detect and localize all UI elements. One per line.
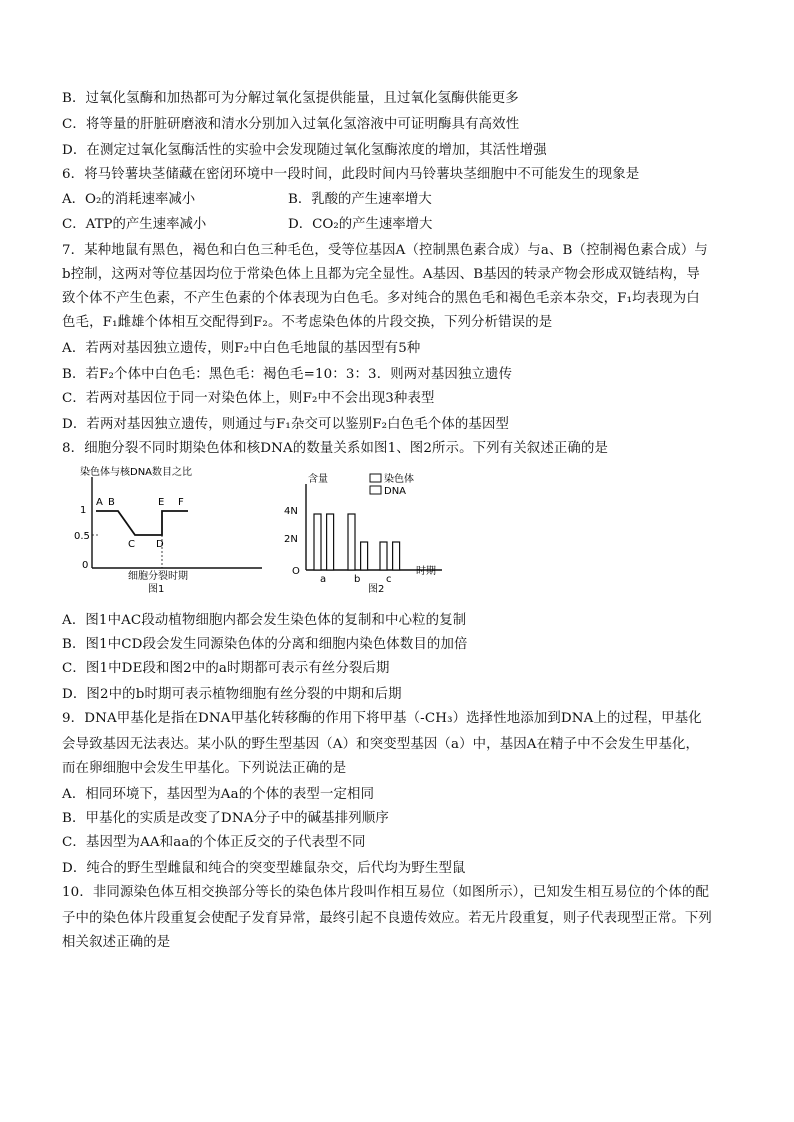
q7-stem-line4: 色毛，F₁雌雄个体相互交配得到F₂。不考虑染色体的片段交换，下列分析错误的是 [62,315,553,330]
q8-option-b: B．图1中CD段会发生同源染色体的分离和细胞内染色体数目的加倍 [62,637,468,652]
fig2-caption: 图2 [368,584,385,595]
q6-option-c: C．ATP的产生速率减小 [62,217,207,232]
q9-option-a: A．相同环境下，基因型为Aa的个体的表型一定相同 [62,787,375,802]
q7-option-c: C．若两对基因位于同一对染色体上，则F₂中不会出现3种表型 [62,391,435,406]
q7-option-b: B．若F₂个体中白色毛：黑色毛：褐色毛=10：3：3．则两对基因独立遗传 [62,367,513,382]
fig2-bar-b-chromosome [348,514,355,570]
q9-option-d: D．纯合的野生型雌鼠和纯合的突变型雄鼠杂交，后代均为野生型鼠 [62,861,466,876]
q5-option-c: C．将等量的肝脏研磨液和清水分别加入过氧化氢溶液中可证明酶具有高效性 [62,117,520,132]
fig1-point-a: A [96,497,103,508]
fig1-point-b: B [108,497,115,508]
fig2-origin: O [292,566,300,577]
q9-stem-line3: 而在卵细胞中会发生甲基化。下列说法正确的是 [62,761,347,776]
figure-2 [282,470,482,595]
fig2-bar-b-dna [361,542,368,570]
figure-2-chart [282,470,482,595]
q8-option-a: A．图1中AC段动植物细胞内都会发生染色体的复制和中心粒的复制 [62,613,467,628]
fig2-legend-dna: DNA [384,486,407,497]
q10-stem-line1: 10．非同源染色体互相交换部分等长的染色体片段叫作相互易位（如图所示），已知发生相互易位的个体的配 [62,885,710,900]
q9-stem-line2: 会导致基因无法表达。某小队的野生型基因（A）和突变型基因（a）中，基因A在精子中不会发生甲基化， [62,737,700,752]
fig2-tick-2n: 2N [284,534,298,545]
q8-stem: 8．细胞分裂不同时期染色体和核DNA的数量关系如图1、图2所示。下列有关叙述正确的是 [62,441,609,456]
q6-option-d: D．CO₂的产生速率增大 [288,217,433,232]
fig1-tick-0: 0 [82,560,89,571]
fig2-legend-chromosome: 染色体 [384,474,414,485]
q6-stem: 6．将马铃薯块茎储藏在密闭环境中一段时间，此段时间内马铃薯块茎细胞中不可能发生的现象是 [62,167,640,182]
fig1-caption: 图1 [148,584,165,595]
fig1-point-e: E [158,497,165,508]
q7-option-a: A．若两对基因独立遗传，则F₂中白色毛地鼠的基因型有5种 [62,341,421,356]
fig2-ylabel: 含量 [308,474,328,485]
fig1-point-f: F [178,497,184,508]
q5-option-d: D．在测定过氧化氢酶活性的实验中会发现随过氧化氢酶浓度的增加，其活性增强 [62,143,547,158]
fig2-legend-chromosome-swatch [370,474,381,482]
fig2-bars [314,514,400,570]
fig2-xlabel: 时期 [416,566,436,577]
q9-stem-line1: 9．DNA甲基化是指在DNA甲基化转移酶的作用下将甲基（-CH₃）选择性地添加到DNA上的过程，甲基化 [62,711,702,726]
q5-option-b: B．过氧化氢酶和加热都可为分解过氧化氢提供能量，且过氧化氢酶供能更多 [62,91,519,106]
q8-option-d: D．图2中的b时期可表示植物细胞有丝分裂的中期和后期 [62,687,402,702]
q6-option-b: B．乳酸的产生速率增大 [288,192,432,207]
q6-option-a: A．O₂的消耗速率减小 [62,192,196,207]
q7-stem-line2: b控制，这两对等位基因均位于常染色体上且都为完全显性。A基因、B基因的转录产物会形成双链结构，导 [62,267,700,282]
fig1-point-c: C [128,539,135,550]
q7-stem-line1: 7．某种地鼠有黑色，褐色和白色三种毛色，受等位基因A（控制黑色素合成）与a、B（控制褐色素合成）与 [62,243,708,258]
q7-stem-line3: 致个体不产生色素，不产生色素的个体表现为白色毛。多对纯合的黑色毛和褐色毛亲本杂交，F₁均表现为白 [62,291,700,306]
q8-option-c: C．图1中DE段和图2中的a时期都可表示有丝分裂后期 [62,661,390,676]
fig2-bar-c-chromosome [380,542,387,570]
fig2-legend-dna-swatch [370,486,381,494]
fig2-bar-a-chromosome [314,514,321,570]
fig1-point-d: D [156,539,164,550]
q9-option-c: C．基因型为AA和aa的个体正反交的子代表型不同 [62,835,366,850]
q9-option-b: B．甲基化的实质是改变了DNA分子中的碱基排列顺序 [62,811,389,826]
fig2-period-c: c [386,574,392,585]
q10-stem-line2: 子中的染色体片段重复会使配子发育异常，最终引起不良遗传效应。若无片段重复，则子代表现型正常。下列 [62,911,712,926]
fig2-period-a: a [320,574,327,585]
figure-1-chart [70,465,270,595]
q7-option-d: D．若两对基因独立遗传，则通过与F₁杂交可以鉴别F₂白色毛个体的基因型 [62,417,510,432]
fig1-tick-05: 0.5 [74,531,90,542]
fig2-bar-a-dna [327,514,334,570]
q10-stem-line3: 相关叙述正确的是 [62,935,171,950]
fig2-tick-4n: 4N [284,506,298,517]
figure-1 [70,465,270,595]
fig2-period-b: b [354,574,361,585]
fig2-bar-c-dna [393,542,400,570]
fig1-xlabel: 细胞分裂时期 [128,571,188,582]
fig1-ylabel: 染色体与核DNA数目之比 [80,467,193,478]
fig1-ratio-line [96,511,188,535]
fig1-tick-1: 1 [80,505,87,516]
